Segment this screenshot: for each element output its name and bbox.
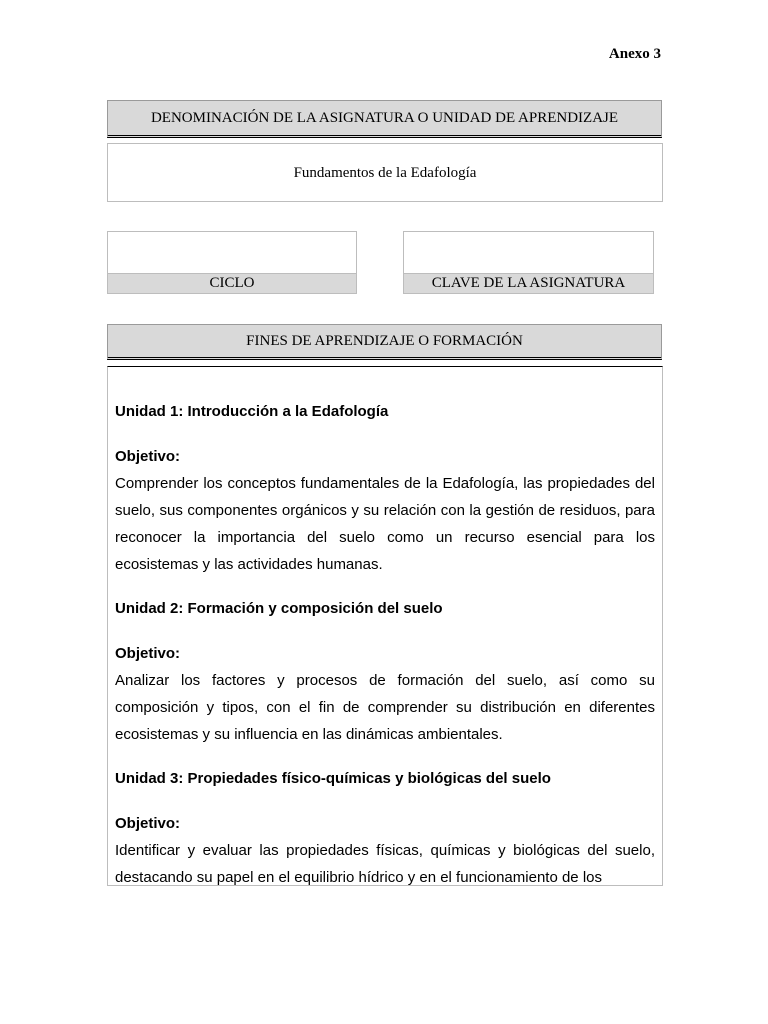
objective-text: Identificar y evaluar las propiedades físicas, químicas y biológicas del suelo, destacando su papel en el equilibrio hídrico y en el funcionamiento de los bbox=[115, 842, 655, 886]
objective-label: Objetivo: bbox=[115, 448, 181, 465]
cycle-value bbox=[108, 232, 356, 275]
objective-text: Analizar los factores y procesos de formación del suelo, así como su composición y tipos, con el fin de comprender su distribución en diferentes ecosistemas y su influencia en las dinámicas ambientales. bbox=[115, 672, 655, 743]
course-code-box bbox=[403, 231, 654, 294]
course-name-header: DENOMINACIÓN DE LA ASIGNATURA O UNIDAD DE APRENDIZAJE bbox=[107, 100, 662, 138]
objective-label: Objetivo: bbox=[115, 645, 181, 662]
course-code-label: CLAVE DE LA ASIGNATURA bbox=[404, 273, 653, 293]
unit-title: Unidad 2: Formación y composición del suelo bbox=[115, 600, 443, 617]
objective-text: Comprender los conceptos fundamentales de la Edafología, las propiedades del suelo, sus componentes orgánicos y su relación con la gestión de residuos, para reconocer la importancia del suelo como un recurso esencial para los ecosistemas y las actividades humanas. bbox=[115, 475, 655, 573]
unit-title: Unidad 1: Introducción a la Edafología bbox=[115, 403, 389, 420]
course-name-value: Fundamentos de la Edafología bbox=[107, 143, 663, 202]
unit-title: Unidad 3: Propiedades físico-químicas y biológicas del suelo bbox=[115, 770, 551, 787]
cycle-label: CICLO bbox=[108, 273, 356, 293]
objective-label: Objetivo: bbox=[115, 815, 181, 832]
annex-label: Anexo 3 bbox=[608, 46, 661, 62]
learning-goals-header: FINES DE APRENDIZAJE O FORMACIÓN bbox=[107, 324, 662, 360]
learning-goals-content bbox=[107, 366, 663, 886]
cycle-box bbox=[107, 231, 357, 294]
course-code-value bbox=[404, 232, 653, 275]
